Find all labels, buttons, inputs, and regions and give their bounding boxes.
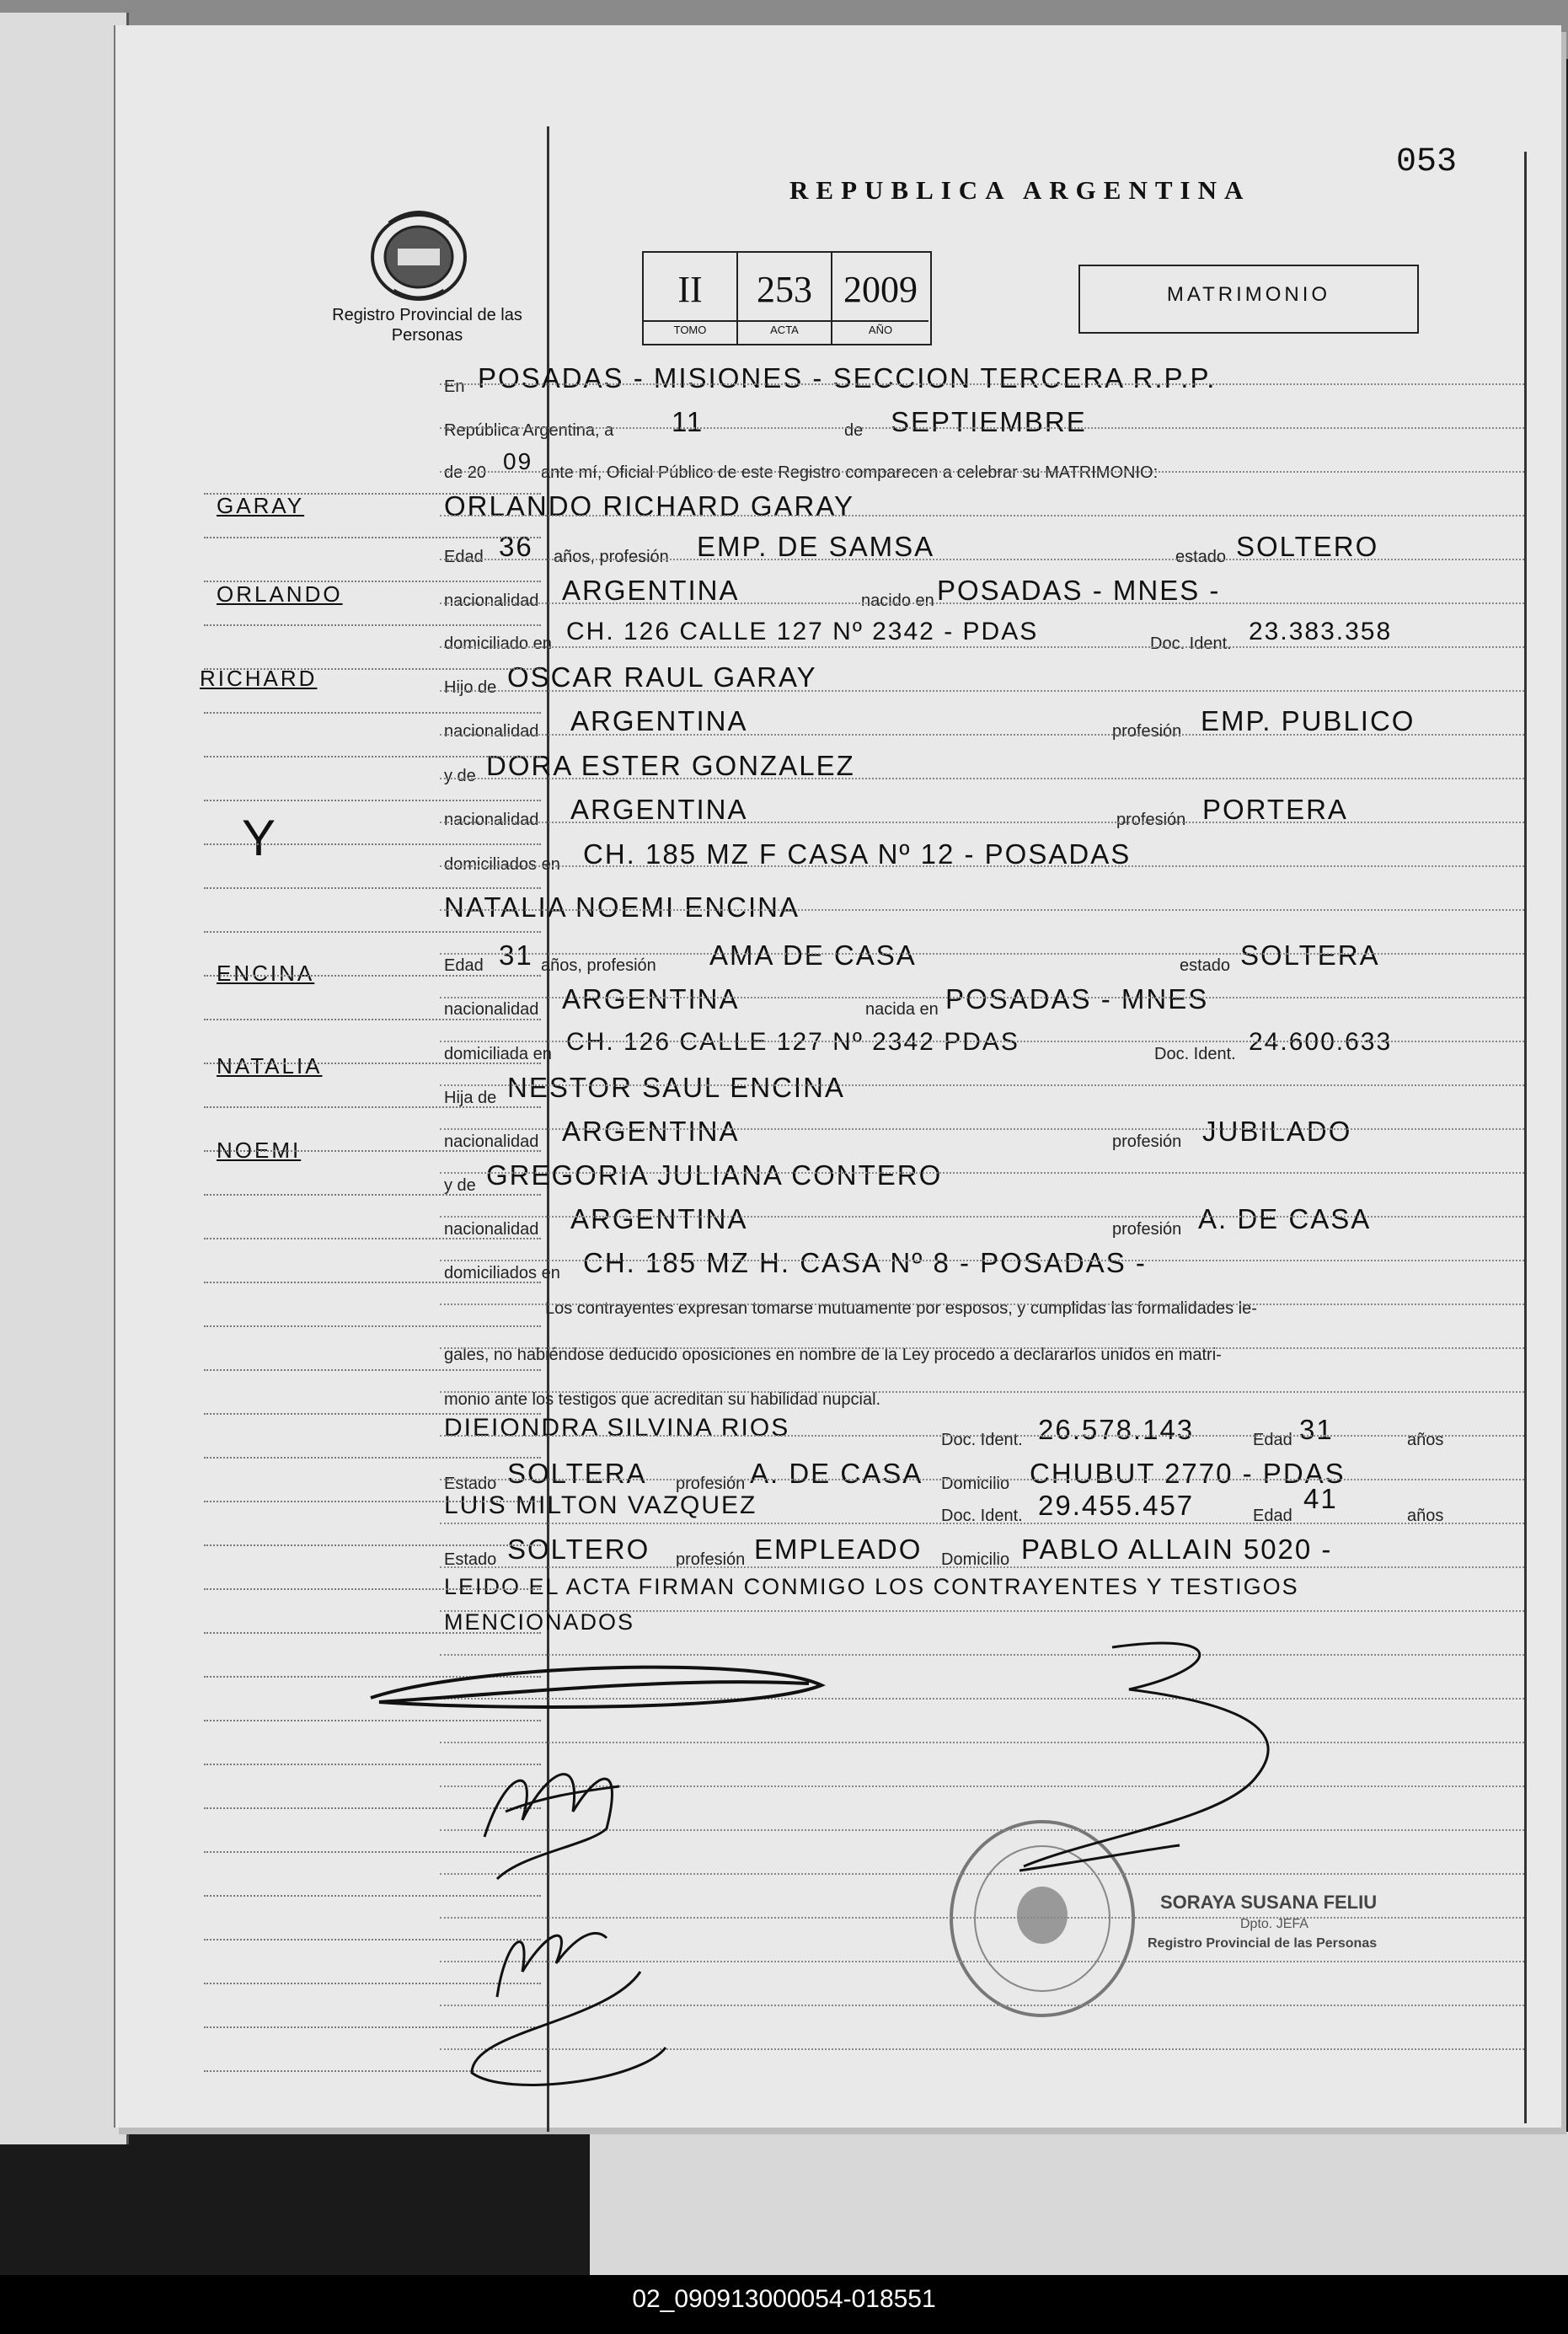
label-domiciliado-en: domiciliado en bbox=[444, 634, 552, 653]
provincial-seal-icon bbox=[364, 206, 474, 303]
ruled-line bbox=[440, 1128, 1524, 1130]
ruled-line bbox=[440, 559, 1524, 560]
margin-line bbox=[204, 1457, 541, 1459]
ruled-line bbox=[440, 1523, 1524, 1524]
margin-line bbox=[204, 1851, 541, 1853]
ruled-line bbox=[440, 997, 1524, 998]
margin-line bbox=[204, 1106, 541, 1108]
bride-name: NATALIA NOEMI ENCINA bbox=[444, 891, 800, 923]
groom-mother-profession: PORTERA bbox=[1202, 794, 1348, 825]
groom-mother: DORA ESTER GONZALEZ bbox=[486, 750, 855, 781]
groom-civil-status: SOLTERO bbox=[1236, 531, 1379, 562]
groom-name: ORLANDO RICHARD GARAY bbox=[444, 490, 854, 522]
country-heading: REPUBLICA ARGENTINA bbox=[789, 175, 1251, 205]
previous-page-edge bbox=[0, 13, 129, 2144]
declaration-line2: gales, no habiéndose deducido oposiciones en nombre de la Ley procedo a declararlos unidos en matri- bbox=[444, 1346, 1222, 1364]
declaration-line1: Los contrayentes expresan tomarse mutuamente por esposos, y cumplidas las formalidades le- bbox=[545, 1299, 1257, 1318]
witness1-profession: A. DE CASA bbox=[750, 1458, 923, 1489]
label-estado-bride: estado bbox=[1180, 956, 1231, 975]
ruled-line bbox=[440, 1347, 1524, 1349]
label-y-de-bride: y de bbox=[444, 1176, 476, 1195]
ruled-line bbox=[440, 2005, 1524, 2006]
bride-father: NESTOR SAUL ENCINA bbox=[507, 1072, 845, 1103]
bride-address: CH. 126 CALLE 127 Nº 2342 PDAS bbox=[566, 1028, 1019, 1056]
margin-line bbox=[204, 887, 541, 889]
margin-bride-middle: NOEMI bbox=[217, 1138, 302, 1163]
label-edad-bride: Edad bbox=[444, 956, 484, 975]
groom-age: 36 bbox=[499, 531, 533, 562]
groom-nationality: ARGENTINA bbox=[562, 575, 740, 606]
label-doc-ident-w1: Doc. Ident. bbox=[941, 1431, 1023, 1449]
ruled-line bbox=[440, 2048, 1524, 2050]
groom-profession: EMP. DE SAMSA bbox=[697, 531, 935, 562]
label-domiciliados-en-bride: domiciliados en bbox=[444, 1264, 560, 1282]
file-id: 02_090913000054-018551 bbox=[632, 2285, 936, 2313]
margin-line bbox=[204, 1501, 541, 1502]
anio-label: AÑO bbox=[832, 320, 928, 336]
label-profesion-bride-father: profesión bbox=[1112, 1132, 1182, 1151]
place-value: POSADAS - MISIONES - SECCION TERCERA R.P.P. bbox=[478, 362, 1217, 393]
ruled-line bbox=[440, 1084, 1524, 1086]
margin-line bbox=[204, 1720, 541, 1721]
witness2-civil-status: SOLTERO bbox=[507, 1534, 650, 1565]
groom-address: CH. 126 CALLE 127 Nº 2342 - PDAS bbox=[566, 618, 1039, 645]
ruled-line bbox=[440, 1610, 1524, 1612]
record-reference-box bbox=[642, 251, 932, 345]
ruled-line bbox=[440, 1260, 1524, 1261]
witness2-address: PABLO ALLAIN 5020 - bbox=[1021, 1534, 1333, 1565]
label-estado-w2: Estado bbox=[444, 1550, 497, 1569]
margin-line bbox=[204, 1019, 541, 1020]
de-label: de bbox=[844, 421, 864, 440]
ruled-line bbox=[440, 1873, 1524, 1875]
label-domiciliados-en: domiciliados en bbox=[444, 855, 560, 874]
bride-doc: 24.600.633 bbox=[1249, 1028, 1393, 1056]
bride-mother-profession: A. DE CASA bbox=[1198, 1203, 1372, 1234]
label-doc-ident-w2: Doc. Ident. bbox=[941, 1507, 1023, 1525]
month-value: SEPTIEMBRE bbox=[891, 406, 1087, 437]
ruled-line bbox=[440, 383, 1524, 385]
acta-value: 253 bbox=[757, 269, 812, 310]
label-doc-ident-bride: Doc. Ident. bbox=[1154, 1045, 1236, 1063]
margin-groom-first: ORLANDO bbox=[217, 581, 343, 607]
label-nacionalidad-bride-father: nacionalidad bbox=[444, 1132, 539, 1151]
bride-civil-status: SOLTERA bbox=[1240, 939, 1380, 971]
ruled-line bbox=[440, 1391, 1524, 1393]
day-value: 11 bbox=[672, 406, 704, 437]
closing-line1: LEIDO EL ACTA FIRMAN CONMIGO LOS CONTRAYENTES Y TESTIGOS bbox=[444, 1574, 1299, 1599]
margin-line bbox=[204, 581, 541, 582]
margin-line bbox=[204, 1413, 541, 1415]
margin-line bbox=[204, 1807, 541, 1809]
appear-text: ante mí, Oficial Público de este Registro comparecen a celebrar su MATRIMONIO: bbox=[541, 463, 1159, 482]
witness1-address: CHUBUT 2770 - PDAS bbox=[1030, 1458, 1346, 1489]
groom-mother-nationality: ARGENTINA bbox=[570, 794, 748, 825]
tomo-value: II bbox=[677, 269, 703, 310]
margin-line bbox=[204, 1983, 541, 1984]
bride-nationality: ARGENTINA bbox=[562, 983, 740, 1014]
label-anios-w2: años bbox=[1407, 1507, 1444, 1525]
margin-line bbox=[204, 1764, 541, 1765]
anio-cell bbox=[832, 253, 928, 344]
margin-line bbox=[204, 2070, 541, 2072]
groom-doc: 23.383.358 bbox=[1249, 618, 1393, 645]
margin-line bbox=[204, 756, 541, 757]
label-nacionalidad-father: nacionalidad bbox=[444, 722, 539, 741]
ruled-line bbox=[440, 1216, 1524, 1218]
ruled-line bbox=[440, 427, 1524, 429]
ruled-line bbox=[440, 602, 1524, 604]
groom-birthplace: POSADAS - MNES - bbox=[937, 575, 1221, 606]
ruled-line bbox=[440, 778, 1524, 779]
label-nacida-en: nacida en bbox=[865, 1000, 939, 1019]
label-profesion-w2: profesión bbox=[676, 1550, 746, 1569]
label-estado: estado bbox=[1175, 548, 1227, 566]
ruled-line bbox=[440, 1698, 1524, 1700]
label-edad-w1: Edad bbox=[1253, 1431, 1292, 1449]
label-estado-w1: Estado bbox=[444, 1475, 497, 1493]
margin-line bbox=[204, 1544, 541, 1546]
label-hijo-de: Hijo de bbox=[444, 678, 497, 697]
witness1-doc: 26.578.143 bbox=[1038, 1414, 1195, 1445]
label-domiciliada-en: domiciliada en bbox=[444, 1045, 552, 1063]
ruled-line bbox=[440, 1435, 1524, 1437]
groom-father-nationality: ARGENTINA bbox=[570, 705, 748, 736]
label-anios-w1: años bbox=[1407, 1431, 1444, 1449]
ruled-line bbox=[440, 1829, 1524, 1831]
ruled-line bbox=[440, 646, 1524, 648]
ruled-line bbox=[440, 1479, 1524, 1480]
label-edad: Edad bbox=[444, 548, 484, 566]
tomo-cell bbox=[644, 253, 738, 344]
margin-line bbox=[204, 668, 541, 670]
ruled-line bbox=[440, 734, 1524, 736]
margin-bride-first: NATALIA bbox=[217, 1053, 323, 1079]
witness1-name: DIEIONDRA SILVINA RIOS bbox=[444, 1414, 790, 1442]
witness2-name: LUIS MILTON VAZQUEZ bbox=[444, 1491, 757, 1519]
witness2-doc: 29.455.457 bbox=[1038, 1490, 1195, 1521]
year-suffix: 09 bbox=[503, 448, 533, 474]
label-profesion-w1: profesión bbox=[676, 1475, 746, 1493]
label-hija-de: Hija de bbox=[444, 1089, 497, 1107]
margin-line bbox=[204, 1632, 541, 1634]
margin-line bbox=[204, 1369, 541, 1371]
ruled-line bbox=[440, 1654, 1524, 1656]
tomo-label: TOMO bbox=[644, 320, 736, 336]
margin-line bbox=[204, 800, 541, 801]
ruled-line bbox=[440, 822, 1524, 823]
groom-father-profession: EMP. PUBLICO bbox=[1201, 705, 1415, 736]
margin-line bbox=[204, 624, 541, 626]
margin-line bbox=[204, 712, 541, 714]
bride-age: 31 bbox=[499, 939, 533, 971]
acta-label: ACTA bbox=[738, 320, 831, 336]
ruled-line bbox=[440, 1917, 1524, 1919]
label-profesion-bride-mother: profesión bbox=[1112, 1220, 1182, 1239]
label-doc-ident: Doc. Ident. bbox=[1150, 634, 1232, 653]
ruled-line bbox=[440, 1304, 1524, 1305]
label-domicilio-w1: Domicilio bbox=[941, 1475, 1010, 1493]
bride-mother: GREGORIA JULIANA CONTERO bbox=[486, 1159, 943, 1191]
ruled-line bbox=[440, 471, 1524, 473]
margin-line bbox=[204, 1238, 541, 1239]
ruled-line bbox=[440, 515, 1524, 517]
ruled-line bbox=[440, 1785, 1524, 1787]
margin-line bbox=[204, 1150, 541, 1152]
label-profesion-father: profesión bbox=[1112, 722, 1182, 741]
ruled-line bbox=[440, 690, 1524, 692]
record-type-label: MATRIMONIO bbox=[1166, 283, 1331, 306]
margin-line bbox=[204, 1939, 541, 1941]
bride-parents-address: CH. 185 MZ H. CASA Nº 8 - POSADAS - bbox=[583, 1247, 1147, 1278]
anio-value: 2009 bbox=[843, 269, 918, 310]
label-nacionalidad-bride-mother: nacionalidad bbox=[444, 1220, 539, 1239]
label-anios-profesion-bride: años, profesión bbox=[541, 956, 656, 975]
official-role: Dpto. JEFA bbox=[1240, 1917, 1308, 1931]
margin-line bbox=[204, 2026, 541, 2028]
label-y-de: y de bbox=[444, 767, 476, 785]
label-nacionalidad-mother: nacionalidad bbox=[444, 811, 539, 829]
witness1-civil-status: SOLTERA bbox=[507, 1458, 647, 1489]
groom-parents-address: CH. 185 MZ F CASA Nº 12 - POSADAS bbox=[583, 838, 1132, 870]
acta-cell bbox=[738, 253, 832, 344]
official-name: SORAYA SUSANA FELIU bbox=[1160, 1892, 1378, 1913]
margin-line bbox=[204, 843, 541, 845]
ruled-line bbox=[440, 1041, 1524, 1042]
margin-groom-middle: RICHARD bbox=[200, 666, 318, 691]
groom-father: OSCAR RAUL GARAY bbox=[507, 661, 817, 693]
witness1-age: 31 bbox=[1299, 1414, 1334, 1445]
margin-line bbox=[204, 1194, 541, 1196]
ruled-line bbox=[440, 953, 1524, 955]
label-profesion-mother: profesión bbox=[1116, 811, 1186, 829]
margin-connector: Y bbox=[242, 810, 276, 866]
ruled-line bbox=[440, 865, 1524, 867]
ruled-line bbox=[440, 1566, 1524, 1568]
margin-line bbox=[204, 975, 541, 977]
bride-profession: AMA DE CASA bbox=[709, 939, 917, 971]
ruled-line bbox=[440, 1742, 1524, 1743]
margin-line bbox=[204, 1063, 541, 1064]
right-rule bbox=[1524, 152, 1527, 2123]
bride-mother-nationality: ARGENTINA bbox=[570, 1203, 748, 1234]
declaration-line3: monio ante los testigos que acreditan su habilidad nupcial. bbox=[444, 1390, 881, 1409]
page-number: 053 bbox=[1396, 143, 1458, 181]
margin-groom-surname: GARAY bbox=[217, 493, 305, 518]
marriage-record-page bbox=[114, 25, 1561, 2128]
bride-father-profession: JUBILADO bbox=[1202, 1116, 1352, 1147]
registry-label: Registro Provincial de las Personas bbox=[332, 306, 522, 345]
margin-line bbox=[204, 1282, 541, 1283]
margin-line bbox=[204, 1325, 541, 1327]
witness2-profession: EMPLEADO bbox=[754, 1534, 923, 1565]
label-nacido-en: nacido en bbox=[861, 592, 934, 610]
ruled-line bbox=[440, 1961, 1524, 1962]
bride-birthplace: POSADAS - MNES bbox=[945, 983, 1209, 1014]
label-edad-w2: Edad bbox=[1253, 1507, 1292, 1525]
margin-line bbox=[204, 1895, 541, 1897]
margin-bride-surname: ENCINA bbox=[217, 961, 315, 986]
margin-line bbox=[204, 1588, 541, 1590]
label-nacionalidad-bride: nacionalidad bbox=[444, 1000, 539, 1019]
label-anios-profesion: años, profesión bbox=[554, 548, 669, 566]
bride-father-nationality: ARGENTINA bbox=[562, 1116, 740, 1147]
margin-line bbox=[204, 931, 541, 933]
margin-line bbox=[204, 537, 541, 538]
underlying-page bbox=[590, 2132, 1568, 2275]
ruled-line bbox=[440, 909, 1524, 911]
closing-line2: MENCIONADOS bbox=[444, 1609, 635, 1635]
label-nacionalidad: nacionalidad bbox=[444, 592, 539, 610]
official-stamp bbox=[945, 1816, 1139, 2022]
year-prefix: de 20 bbox=[444, 463, 487, 482]
margin-line bbox=[204, 493, 541, 495]
margin-line bbox=[204, 1676, 541, 1678]
official-office: Registro Provincial de las Personas bbox=[1148, 1936, 1378, 1951]
republica-label: República Argentina, a bbox=[444, 421, 614, 440]
ruled-line bbox=[440, 1172, 1524, 1174]
witness2-age: 41 bbox=[1303, 1483, 1338, 1514]
label-domicilio-w2: Domicilio bbox=[941, 1550, 1010, 1569]
en-label: En bbox=[444, 377, 465, 396]
